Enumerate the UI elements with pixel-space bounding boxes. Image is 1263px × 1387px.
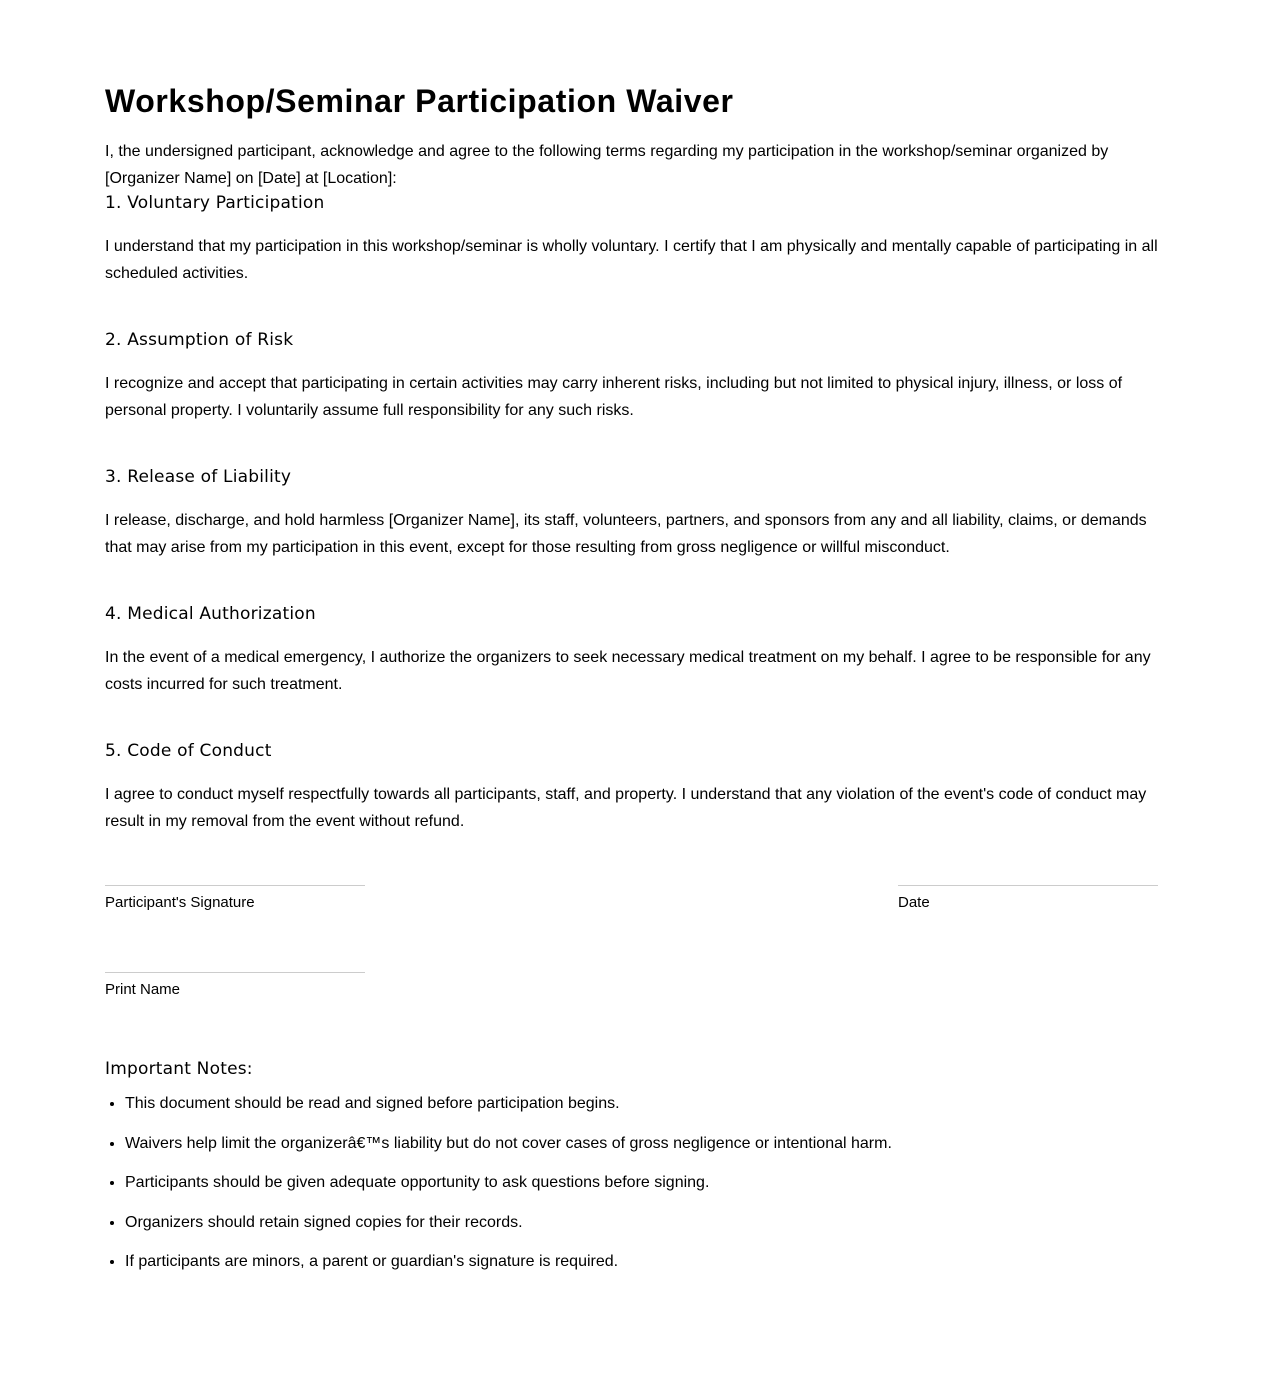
- list-item: • Organizers should retain signed copies for their records.: [125, 1213, 1158, 1233]
- section-text: I recognize and accept that participating in certain activities may carry inherent risks, including but not limited to physical injury, illness, or loss of personal property. I voluntarily assume full responsibility for any such risks.: [105, 375, 1123, 419]
- section-text: In the event of a medical emergency, I authorize the organizers to seek necessary medical treatment on my behalf. I agree to be responsible for any costs incurred for such treatment.: [105, 649, 1151, 693]
- section-text: I release, discharge, and hold harmless [Organizer Name], its staff, volunteers, partners, and sponsors from any and all liability, claims, or demands that may arise from my participation in this event, except for those resulting from gross negligence or willful misconduct.: [105, 512, 1147, 556]
- list-item: • Waivers help limit the organizerâ€™s liability but do not cover cases of gross negligence or intentional harm.: [125, 1134, 1158, 1154]
- waiver-content: [105, 82, 1158, 877]
- date-signature-line[interactable]: [898, 885, 1158, 886]
- notes-heading: Important Notes:: [105, 1059, 253, 1079]
- intro-paragraph: I, the undersigned participant, acknowledge and agree to the following terms regarding my participation in the workshop/seminar organized by [Organizer Name] on [Date] at [Location]:: [105, 143, 1109, 187]
- list-item: • If participants are minors, a parent or guardian's signature is required.: [125, 1252, 1158, 1272]
- participant-signature-label: Participant's Signature: [105, 894, 255, 911]
- section-heading: 5. Code of Conduct: [105, 741, 272, 761]
- section-heading: 2. Assumption of Risk: [105, 330, 294, 350]
- section-code-of-conduct: [105, 740, 1158, 835]
- section-voluntary-participation: [105, 192, 1158, 287]
- list-item: • This document should be read and signed before participation begins.: [125, 1094, 1158, 1114]
- important-notes: [105, 1058, 1158, 1292]
- participant-signature-line[interactable]: [105, 885, 365, 886]
- section-heading: 1. Voluntary Participation: [105, 193, 325, 213]
- page-title: Workshop/Seminar Participation Waiver: [105, 83, 734, 119]
- section-heading: 3. Release of Liability: [105, 467, 292, 487]
- section-text: I understand that my participation in this workshop/seminar is wholly voluntary. I certify that I am physically and mentally capable of participating in all scheduled activities.: [105, 238, 1158, 282]
- section-medical-authorization: [105, 603, 1158, 698]
- section-release-of-liability: [105, 466, 1158, 561]
- section-assumption-of-risk: [105, 329, 1158, 424]
- section-heading: 4. Medical Authorization: [105, 604, 316, 624]
- list-item: • Participants should be given adequate opportunity to ask questions before signing.: [125, 1173, 1158, 1193]
- date-label: Date: [898, 894, 930, 911]
- notes-list: [105, 1094, 1158, 1272]
- section-text: I agree to conduct myself respectfully towards all participants, staff, and property. I understand that any violation of the event's code of conduct may result in my removal from the event without refund.: [105, 786, 1147, 830]
- print-name-line[interactable]: [105, 972, 365, 973]
- print-name-label: Print Name: [105, 981, 181, 998]
